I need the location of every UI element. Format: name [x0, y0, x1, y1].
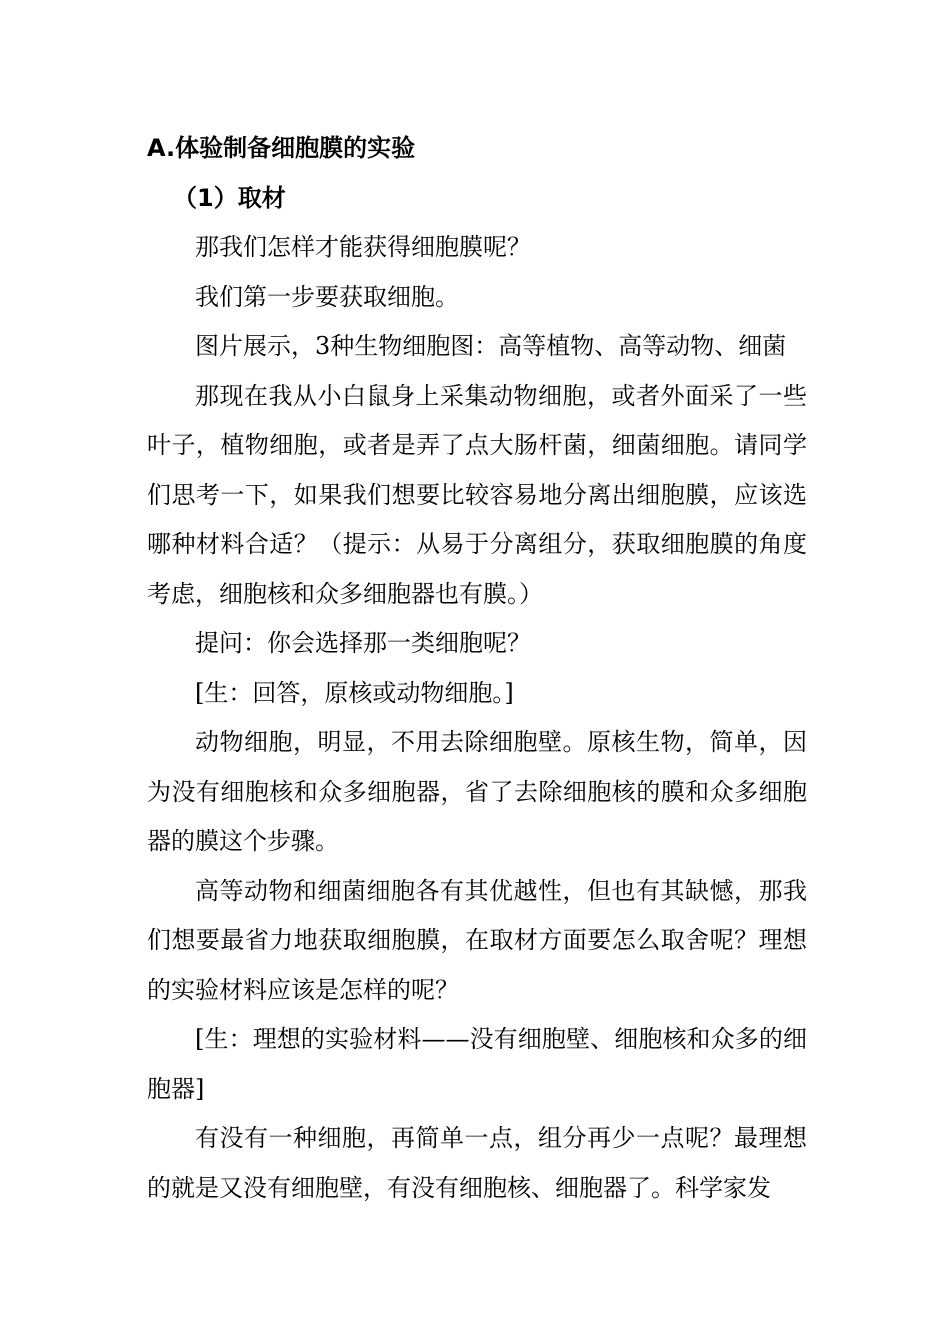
- paragraph: [生：回答，原核或动物细胞。]: [195, 678, 514, 707]
- subsection-title: （1）取材: [173, 183, 286, 212]
- paragraph: 高等动物和细菌细胞各有其优越性，但也有其缺憾，那我们想要最省力地获取细胞膜，在取材方面要怎么取舍呢？理想的实验材料应该是怎样的呢？: [147, 876, 807, 1004]
- paragraph: 提问：你会选择那一类细胞呢？: [195, 629, 531, 657]
- paragraph: 那我们怎样才能获得细胞膜呢？: [195, 233, 531, 261]
- paragraph: 图片展示，3种生物细胞图：高等植物、高等动物、细菌: [195, 332, 787, 360]
- document-body: [147, 124, 807, 1213]
- paragraph: 有没有一种细胞，再简单一点，组分再少一点呢？最理想的就是又没有细胞壁，有没有细胞核、细胞器了。科学家发: [147, 1124, 807, 1202]
- paragraph: 动物细胞，明显，不用去除细胞壁。原核生物，简单，因为没有细胞核和众多细胞器，省了去除细胞核的膜和众多细胞器的膜这个步骤。: [147, 728, 807, 855]
- paragraph: 那现在我从小白鼠身上采集动物细胞，或者外面采了一些叶子，植物细胞，或者是弄了点大肠杆菌，细菌细胞。请同学们思考一下，如果我们想要比较容易地分离出细胞膜，应该选哪种材料合适？（提示：从易于分离组分，获取细胞膜的角度考虑，细胞核和众多细胞器也有膜。）: [147, 381, 807, 608]
- paragraph: 我们第一步要获取细胞。: [195, 282, 459, 311]
- paragraph: [生：理想的实验材料——没有细胞壁、细胞核和众多的细胞器]: [147, 1025, 807, 1103]
- section-title: A.体验制备细胞膜的实验: [147, 134, 416, 162]
